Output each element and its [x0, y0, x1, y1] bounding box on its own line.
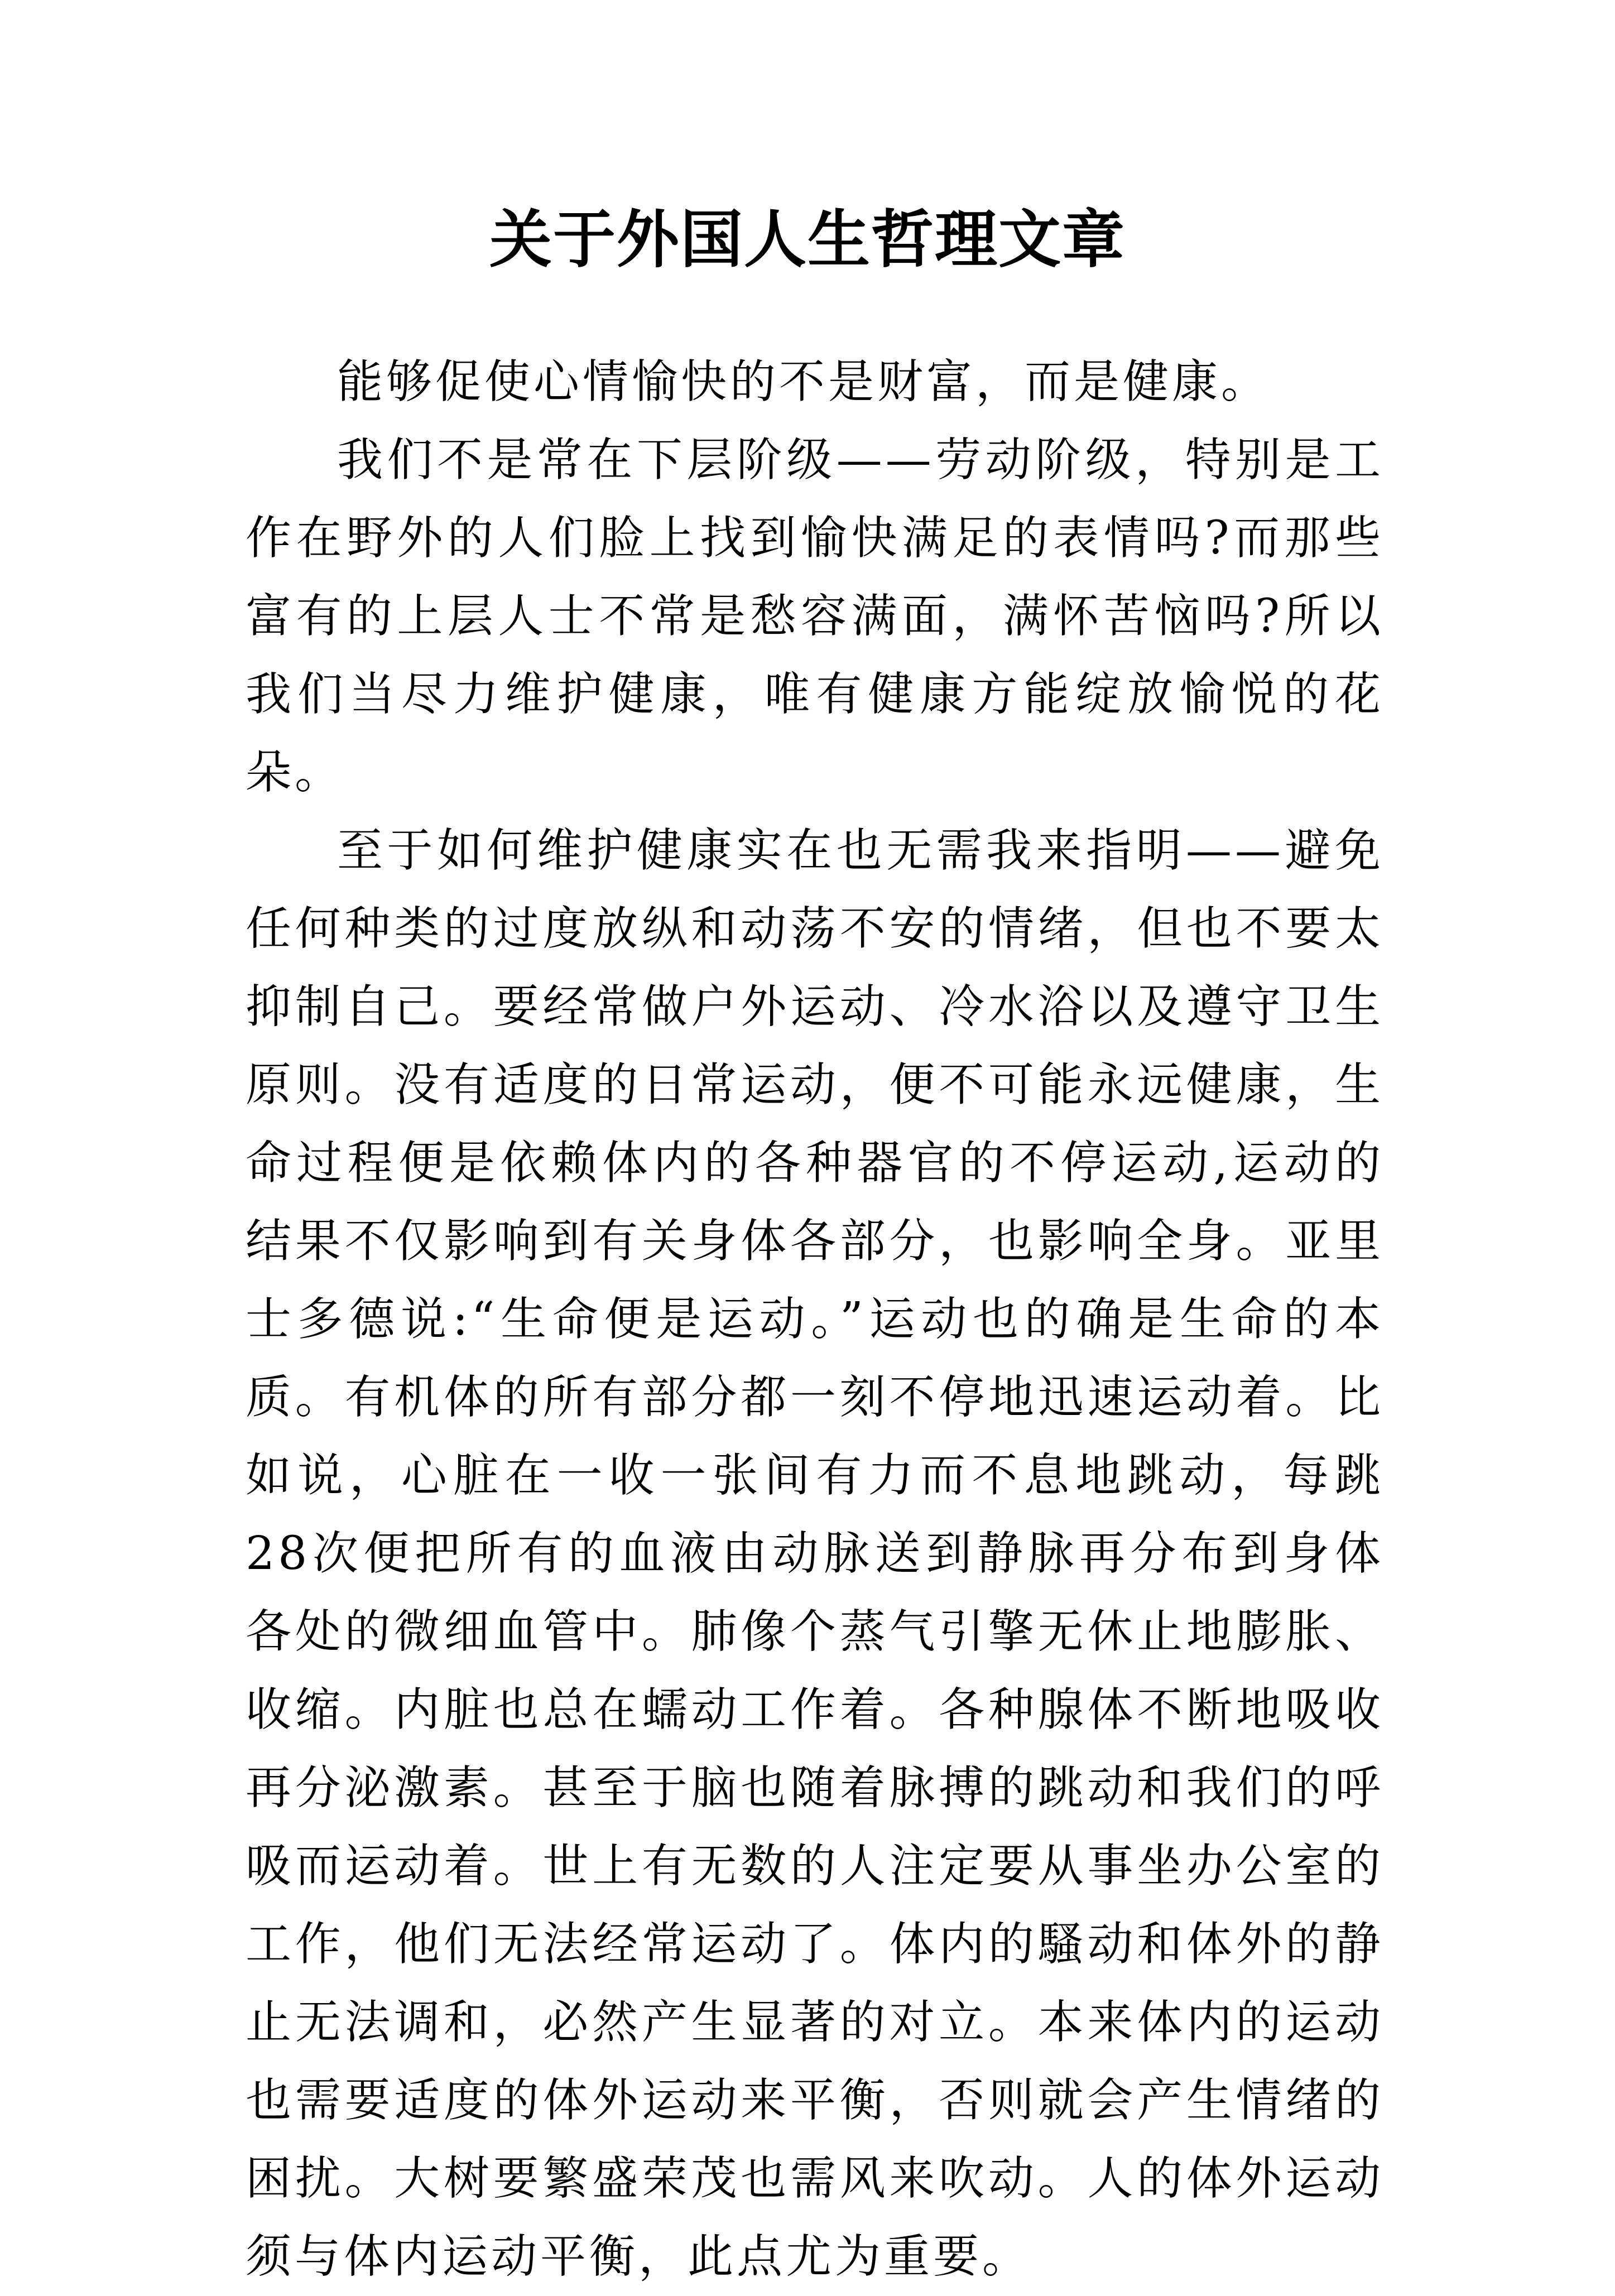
document-body [246, 343, 1384, 2296]
paragraph-1: 能够促使心情愉快的不是财富，而是健康。 [337, 355, 1271, 408]
paragraph-2: 我们不是常在下层阶级——劳动阶级，特别是工作在野外的人们脸上找到愉快满足的表情吗?而那些富有的上层人士不常是愁容满面，满怀苦恼吗?所以我们当尽力维护健康，唯有健康方能绽放愉悦的花朵。 [246, 434, 1384, 799]
paragraph-3: 至于如何维护健康实在也无需我来指明——避免任何种类的过度放纵和动荡不安的情绪，但也不要太抑制自己。要经常做户外运动、冷水浴以及遵守卫生原则。没有适度的日常运动，便不可能永远健康，生命过程便是依赖体内的各种器官的不停运动,运动的结果不仅影响到有关身体各部分，也影响全身。亚里士多德说:“生命便是运动。”运动也的确是生命的本质。有机体的所有部分都一刻不停地迅速运动着。比如说，心脏在一收一张间有力而不息地跳动，每跳28次便把所有的血液由动脉送到静脉再分布到身体各处的微细血管中。肺像个蒸气引擎无休止地膨胀、收缩。内脏也总在蠕动工作着。各种腺体不断地吸收再分泌激素。甚至于脑也随着脉搏的跳动和我们的呼吸而运动着。世上有无数的人注定要从事坐办公室的工作，他们无法经常运动了。体内的騷动和体外的静止无法调和，必然产生显著的对立。本来体内的运动也需要适度的体外运动来平衡，否则就会产生情绪的困扰。大树要繁盛荣茂也需风来吹动。人的体外运动须与体内运动平衡，此点尤为重要。 [246, 824, 1384, 2283]
document-title: 关于外国人生哲理文章 [489, 203, 1126, 276]
